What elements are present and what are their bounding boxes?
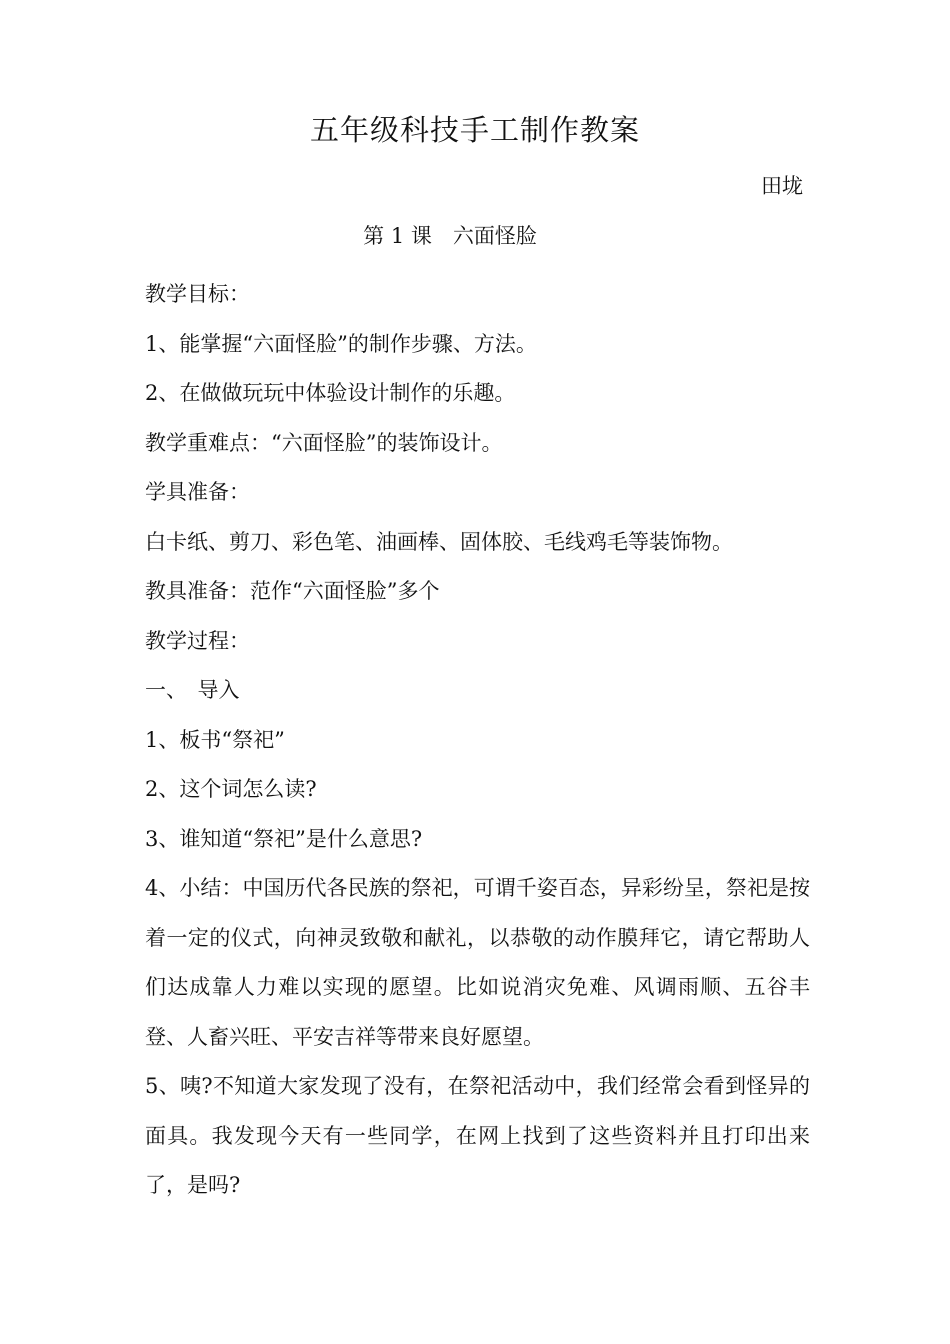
process-item: 1、板书“祭祀” xyxy=(145,727,285,752)
lesson-heading: 第 1 课 六面怪脸 xyxy=(363,224,537,248)
objective-item: 1、能掌握“六面怪脸”的制作步骤、方法。 xyxy=(145,331,537,356)
teacher-materials: 教具准备：范作“六面怪脸”多个 xyxy=(145,579,440,603)
student-materials-list: 白卡纸、剪刀、彩色笔、油画棒、固体胶、毛线鸡毛等装饰物。 xyxy=(145,529,733,554)
objective-item: 2、在做做玩玩中体验设计制作的乐趣。 xyxy=(145,381,516,405)
author-name: 田垅 xyxy=(761,174,803,198)
document-title: 五年级科技手工制作教案 xyxy=(309,113,640,147)
section-label-student-materials: 学具准备： xyxy=(145,480,250,504)
process-item: 3、谁知道“祭祀”是什么意思? xyxy=(145,826,423,851)
section-label-process: 教学过程： xyxy=(145,628,250,653)
process-step-heading: 一、 导入 xyxy=(145,678,240,702)
key-points: 教学重难点：“六面怪脸”的装饰设计。 xyxy=(145,430,503,455)
process-item-summary: 4、小结：中国历代各民族的祭祀，可谓千姿百态，异彩纷呈，祭祀是按着一定的仪式，向神灵致敬和献礼，以恭敬的动作膜拜它，请它帮助人们达成靠人力难以实现的愿望。比如说消灾免难、风调雨顺、五谷丰登、人畜兴旺、平安吉祥等带来良好愿望。 xyxy=(145,876,810,1049)
section-label-objectives: 教学目标： xyxy=(145,282,250,306)
document-body xyxy=(145,270,810,1211)
process-item: 2、这个词怎么读? xyxy=(145,777,317,801)
process-item: 5、咦?不知道大家发现了没有，在祭祀活动中，我们经常会看到怪异的面具。我发现今天有一些同学，在网上找到了这些资料并且打印出来了，是吗? xyxy=(145,1074,810,1197)
